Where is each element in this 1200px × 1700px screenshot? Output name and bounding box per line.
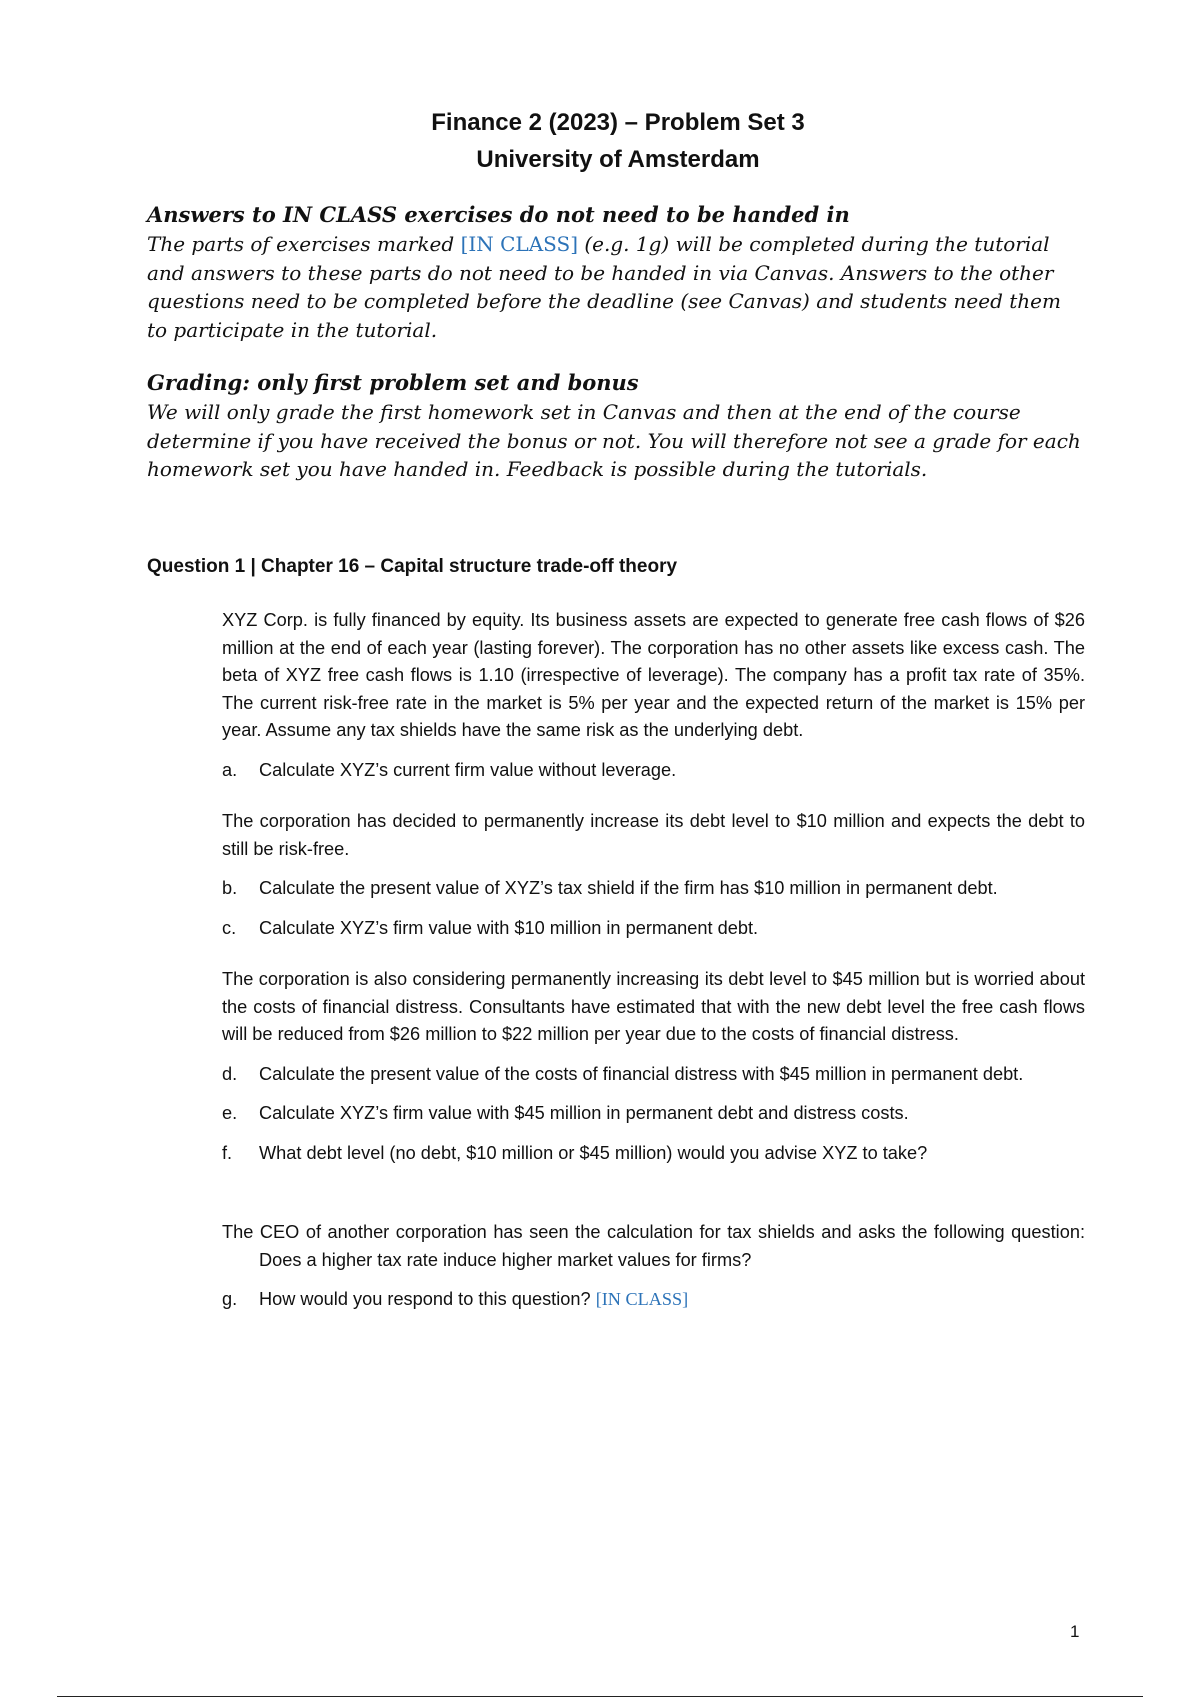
item-text: Calculate XYZ’s current firm value without leverage. — [259, 759, 677, 780]
item-letter: e. — [222, 1103, 238, 1123]
item-letter: d. — [222, 1063, 238, 1084]
item-letter: b. — [222, 878, 238, 898]
grading-note-heading: Grading: only first problem set and bonus — [147, 370, 639, 395]
in-class-tag: [IN CLASS] — [460, 232, 579, 256]
question-item-g — [222, 1286, 1085, 1314]
document-title-block — [0, 104, 1200, 178]
item-text: Calculate XYZ’s firm value with $10 million in permanent debt. — [259, 917, 759, 938]
item-letter: c. — [222, 917, 237, 938]
grading-note-body: We will only grade the first homework set in Canvas and then at the end of the course determine if you have received the bonus or not. You will therefore not see a grade for each homework set you have handed in. Feedback is possible during the tutorials. — [147, 400, 1081, 481]
item-letter: g. — [222, 1289, 238, 1309]
paragraph-debt-10m: The corporation has decided to permanently increase its debt level to $10 million and expects the debt to still be risk-free. — [222, 811, 1085, 859]
question-item-f — [222, 1140, 1085, 1168]
in-class-note-body — [147, 230, 1087, 344]
item-letter: f. — [222, 1142, 233, 1163]
paragraph-debt-45m: The corporation is also considering permanently increasing its debt level to $45 million but is worried about the costs of financial distress. Consultants have estimated that with the new debt level the free cash flows will be reduced from $26 million to $22 million per year due to the costs of financial distress. — [222, 969, 1085, 1044]
question-1-intro: XYZ Corp. is fully financed by equity. Its business assets are expected to generate free cash flows of $26 million at the end of each year (lasting forever). The corporation has no other assets like excess cash. The beta of XYZ free cash flows is 1.10 (irrespective of leverage). The company has a profit tax rate of 35%. The current risk-free rate in the market is 5% per year and the expected return of the market is 15% per year. Assume any tax shields have the same risk as the underlying debt. — [222, 610, 1085, 740]
in-class-note-text-after: (e.g. 1g) will be completed during the tutorial and answers to these parts do not need to be handed in via Canvas. Answers to the other questions need to be completed before the deadline (see Canvas) and students need them to participate in the tutorial. — [147, 232, 1061, 342]
item-text: Calculate XYZ’s firm value with $45 million in permanent debt and distress costs. — [259, 1103, 909, 1123]
footer-divider — [57, 1696, 1143, 1697]
page-number: 1 — [1070, 1622, 1080, 1641]
question-item-b — [222, 875, 1085, 903]
question-1-body — [222, 607, 1085, 1314]
question-item-a — [222, 757, 1085, 785]
item-text: How would you respond to this question? — [259, 1289, 591, 1309]
document-title: Finance 2 (2023) – Problem Set 3 — [431, 109, 805, 136]
item-text: Calculate the present value of XYZ’s tax shield if the firm has $10 million in permanent debt. — [259, 878, 998, 898]
question-item-d — [222, 1061, 1085, 1089]
instructions-notes — [147, 200, 1087, 484]
item-letter: a. — [222, 759, 238, 780]
in-class-note-heading: Answers to IN CLASS exercises do not need to be handed in — [147, 202, 850, 227]
item-text: Calculate the present value of the costs of financial distress with $45 million in permanent debt. — [259, 1063, 1024, 1084]
question-1-heading: Question 1 | Chapter 16 – Capital structure trade-off theory — [147, 556, 678, 577]
question-item-c — [222, 915, 1085, 943]
item-text: What debt level (no debt, $10 million or $45 million) would you advise XYZ to take? — [259, 1142, 928, 1163]
paragraph-ceo-question: The CEO of another corporation has seen the calculation for tax shields and asks the following question: Does a higher tax rate induce higher market values for firms? — [222, 1222, 1085, 1270]
in-class-note — [147, 200, 1087, 344]
grading-note — [147, 368, 1087, 484]
in-class-note-text-before: The parts of exercises marked — [147, 232, 455, 256]
question-item-e — [222, 1100, 1085, 1128]
in-class-tag: [IN CLASS] — [595, 1289, 689, 1309]
institution-name: University of Amsterdam — [476, 146, 760, 173]
